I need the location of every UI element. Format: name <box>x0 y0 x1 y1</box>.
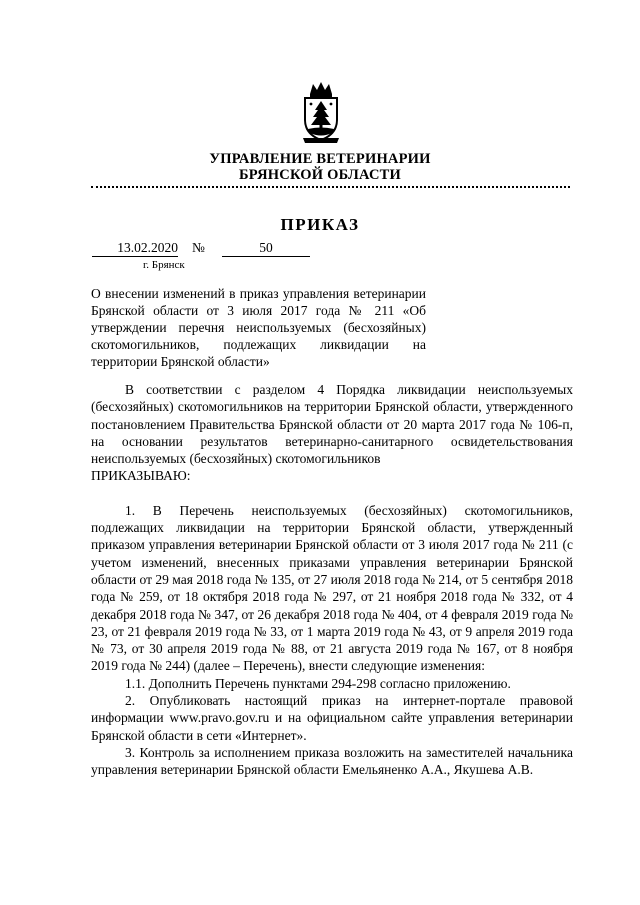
order-item-1: 1. В Перечень неиспользуемых (бесхозяйных) скотомогильников, подлежащих ликвидации на территории Брянской области, утвержденный приказом управления ветеринарии Брянской области от 3 июля 2017 года № 211 (с учетом изменений, внесенных приказами управления ветеринарии Брянской области от 29 мая 2018 года № 135, от 27 июля 2018 года № 214, от 5 сентября 2018 года № 259, от 18 октября 2018 года № 297, от 21 ноября 2018 года № 332, от 4 декабря 2018 года № 347, от 26 декабря 2018 года № 404, от 4 февраля 2019 года № 23, от 21 февраля 2019 года № 33, от 1 марта 2019 года № 43, от 9 апреля 2019 года № 73, от 30 апреля 2019 года № 88, от 21 августа 2019 года № 167, от 8 ноября 2019 года № 244) (далее – Перечень), внести следующие изменения: <box>91 502 573 674</box>
order-subject-text: О внесении изменений в приказ управления ветеринарии Брянской области от 3 июля 2017 года № 211 «Об утверждении перечня неиспользуемых (бесхозяйных) скотомогильников, подлежащих ликвидации на территории Брянской области» <box>91 286 426 369</box>
order-directive: ПРИКАЗЫВАЮ: <box>91 468 191 484</box>
organization-name-line2: БРЯНСКОЙ ОБЛАСТИ <box>239 167 401 183</box>
order-item-2: 2. Опубликовать настоящий приказ на интернет-портале правовой информации www.pravo.gov.ru и на официальном сайте управления ветеринарии Брянской области в сети «Интернет». <box>91 693 573 743</box>
number-sign: № <box>192 240 205 255</box>
order-date: 13.02.2020 <box>92 240 178 257</box>
coat-of-arms-icon <box>301 80 341 144</box>
organization-name-line1: УПРАВЛЕНИЕ ВЕТЕРИНАРИИ <box>209 151 431 167</box>
header-divider <box>91 186 570 188</box>
order-body <box>91 381 573 779</box>
document-title: ПРИКАЗ <box>280 215 360 234</box>
order-item-1-1: 1.1. Дополнить Перечень пунктами 294-298 согласно приложению. <box>125 675 511 691</box>
issue-city: г. Брянск <box>143 259 185 271</box>
order-number: 50 <box>222 240 310 257</box>
preamble-paragraph: В соответствии с разделом 4 Порядка ликвидации неиспользуемых (бесхозяйных) скотомогильников на территории Брянской области, утвержденного постановлением Правительства Брянской области от 20 марта 2017 года № 106-п, на основании результатов ветеринарно-санитарного освидетельствования неиспользуемых (бесхозяйных) скотомогильников <box>91 382 573 467</box>
order-subject <box>91 285 426 370</box>
order-item-3: 3. Контроль за исполнением приказа возложить на заместителей начальника управления ветеринарии Брянской области Емельяненко А.А., Якушева А.В. <box>91 744 573 778</box>
